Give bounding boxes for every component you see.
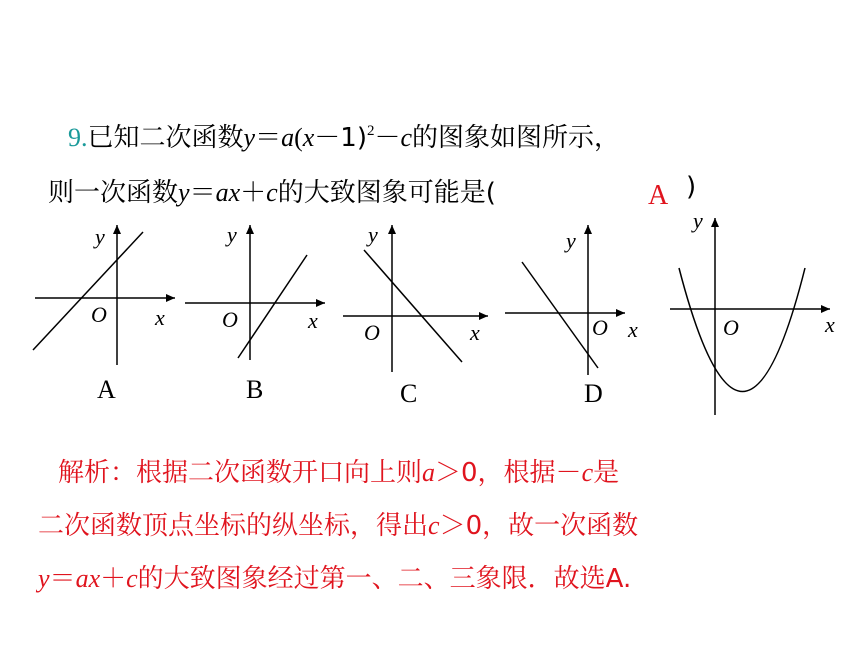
graph-d-x-label: x	[628, 317, 638, 342]
question-line-2: 则一次函数y＝ax＋c的大致图象可能是(	[48, 178, 496, 208]
graph-d-y-label: y	[566, 228, 576, 253]
graph-c	[338, 210, 503, 414]
graph-c-x-label: x	[470, 320, 480, 345]
answer-close-paren: )	[686, 172, 697, 202]
graph-parabola-origin: O	[723, 315, 739, 340]
graph-a-y-label: y	[95, 224, 105, 249]
graph-d-option-label: D	[584, 379, 603, 408]
graph-b	[180, 210, 340, 414]
graph-a-option-label: A	[97, 375, 116, 404]
graph-a-x-label: x	[155, 305, 165, 330]
graph-parabola	[665, 210, 845, 424]
question-number: 9.	[68, 123, 88, 152]
graph-b-x-label: x	[308, 308, 318, 333]
answer-text: A	[648, 180, 669, 211]
graph-c-option-label: C	[400, 379, 418, 408]
solution-line-2: 二次函数顶点坐标的纵坐标，得出c＞0，故一次函数	[38, 511, 639, 541]
graph-b-option-label: B	[246, 375, 264, 404]
graph-a	[25, 210, 185, 414]
graph-c-y-label: y	[368, 222, 378, 247]
graph-parabola-y-label: y	[693, 208, 703, 233]
solution-line-3: y＝ax＋c的大致图象经过第一、二、三象限．故选A.	[38, 564, 632, 594]
solution-line-1: 解析：根据二次函数开口向上则a＞0，根据－c是	[58, 458, 620, 488]
question-line-1: 9.已知二次函数$y=a(x-1)^2-c$的图象如图所示，	[68, 123, 621, 153]
graph-d-origin: O	[592, 315, 608, 340]
graph-a-origin: O	[91, 302, 107, 327]
graph-c-origin: O	[364, 320, 380, 345]
graph-d	[500, 210, 660, 414]
graph-b-origin: O	[222, 307, 238, 332]
graph-b-y-label: y	[227, 222, 237, 247]
graph-parabola-x-label: x	[825, 312, 835, 337]
